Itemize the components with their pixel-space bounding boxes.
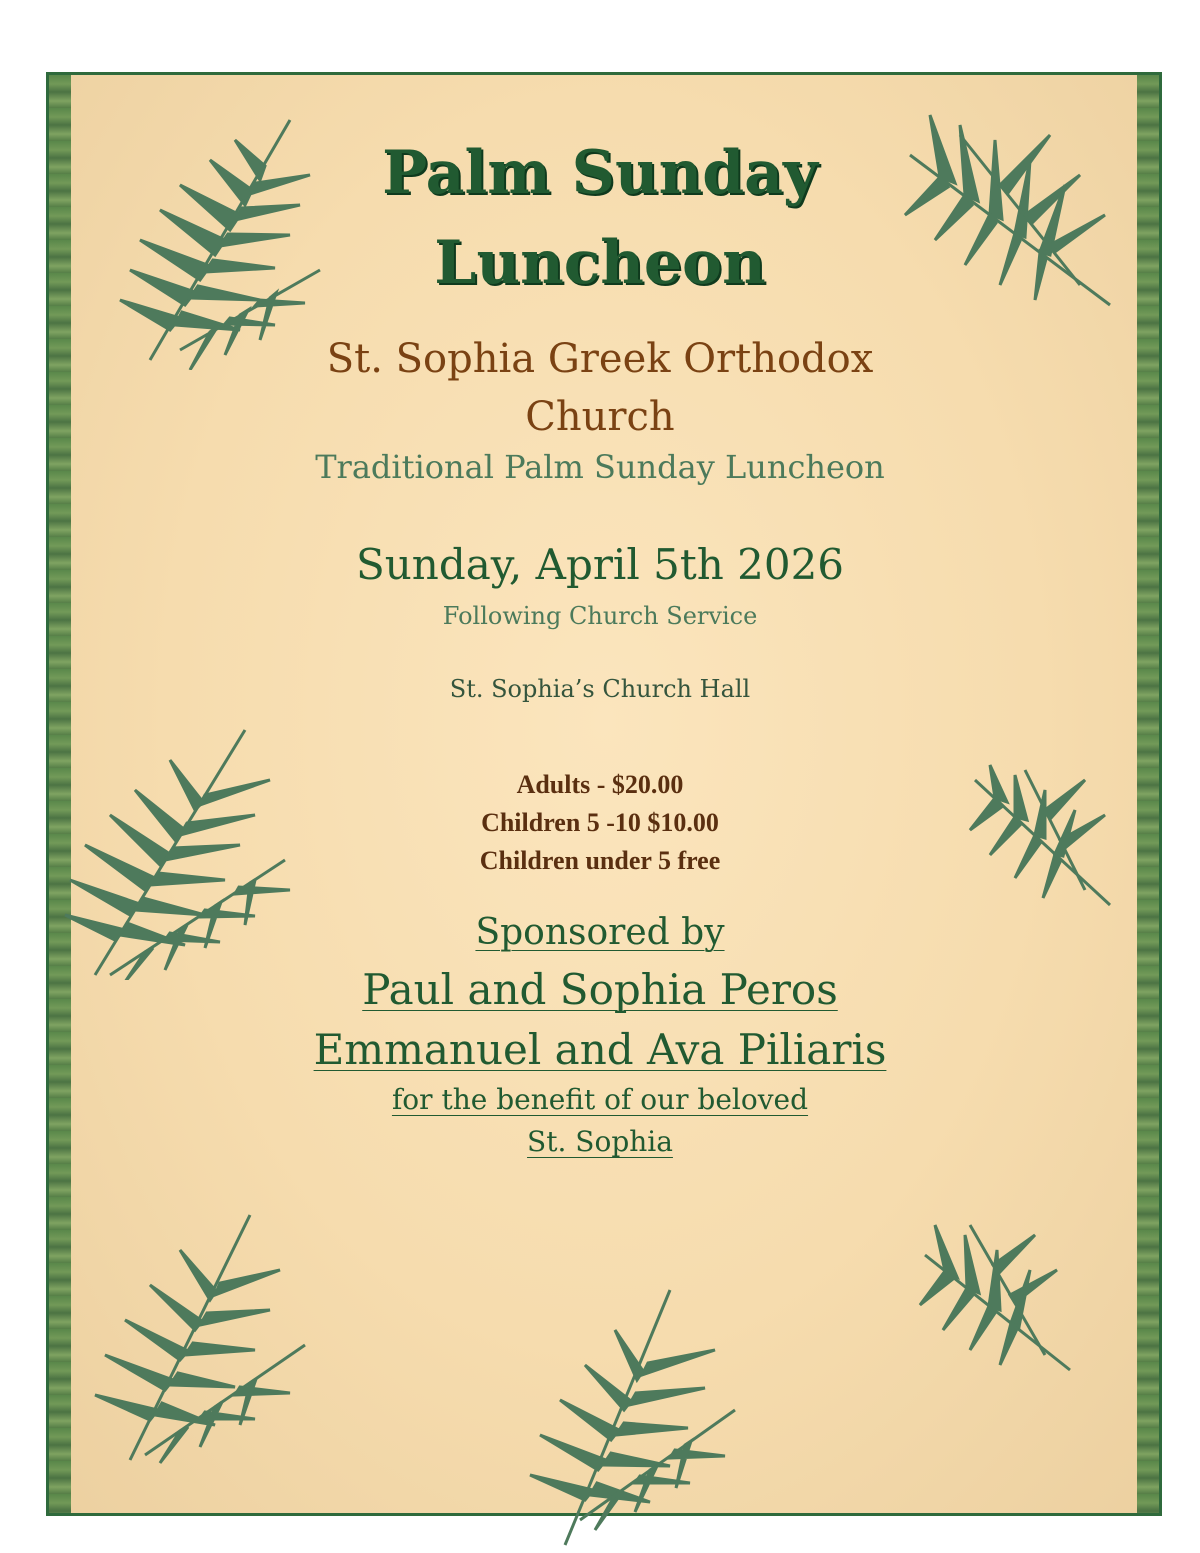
sponsor-1: Paul and Sophia Peros xyxy=(362,965,838,1014)
benefit-line2: St. Sophia xyxy=(527,1125,673,1158)
price-children: Children 5 -10 $10.00 xyxy=(481,808,719,837)
flyer-title-line1: Palm Sunday xyxy=(382,138,818,208)
sponsored-by-heading: Sponsored by xyxy=(475,912,725,953)
palm-frond-icon xyxy=(915,1215,1075,1375)
event-subtitle: Traditional Palm Sunday Luncheon xyxy=(315,448,885,486)
flyer-title-line2: Luncheon xyxy=(434,228,766,298)
price-under-five: Children under 5 free xyxy=(479,846,721,875)
benefit-line1: for the benefit of our beloved xyxy=(391,1083,809,1116)
palm-frond-icon xyxy=(520,1280,740,1550)
church-name-line2: Church xyxy=(525,394,675,440)
event-location: St. Sophia’s Church Hall xyxy=(449,675,751,703)
palm-frond-icon xyxy=(90,1205,310,1465)
price-adults: Adults - $20.00 xyxy=(516,770,684,799)
event-date: Sunday, April 5th 2026 xyxy=(355,540,845,589)
sponsor-2: Emmanuel and Ava Piliaris xyxy=(313,1025,887,1074)
church-name-line1: St. Sophia Greek Orthodox xyxy=(326,336,874,382)
event-time-note: Following Church Service xyxy=(442,602,758,630)
